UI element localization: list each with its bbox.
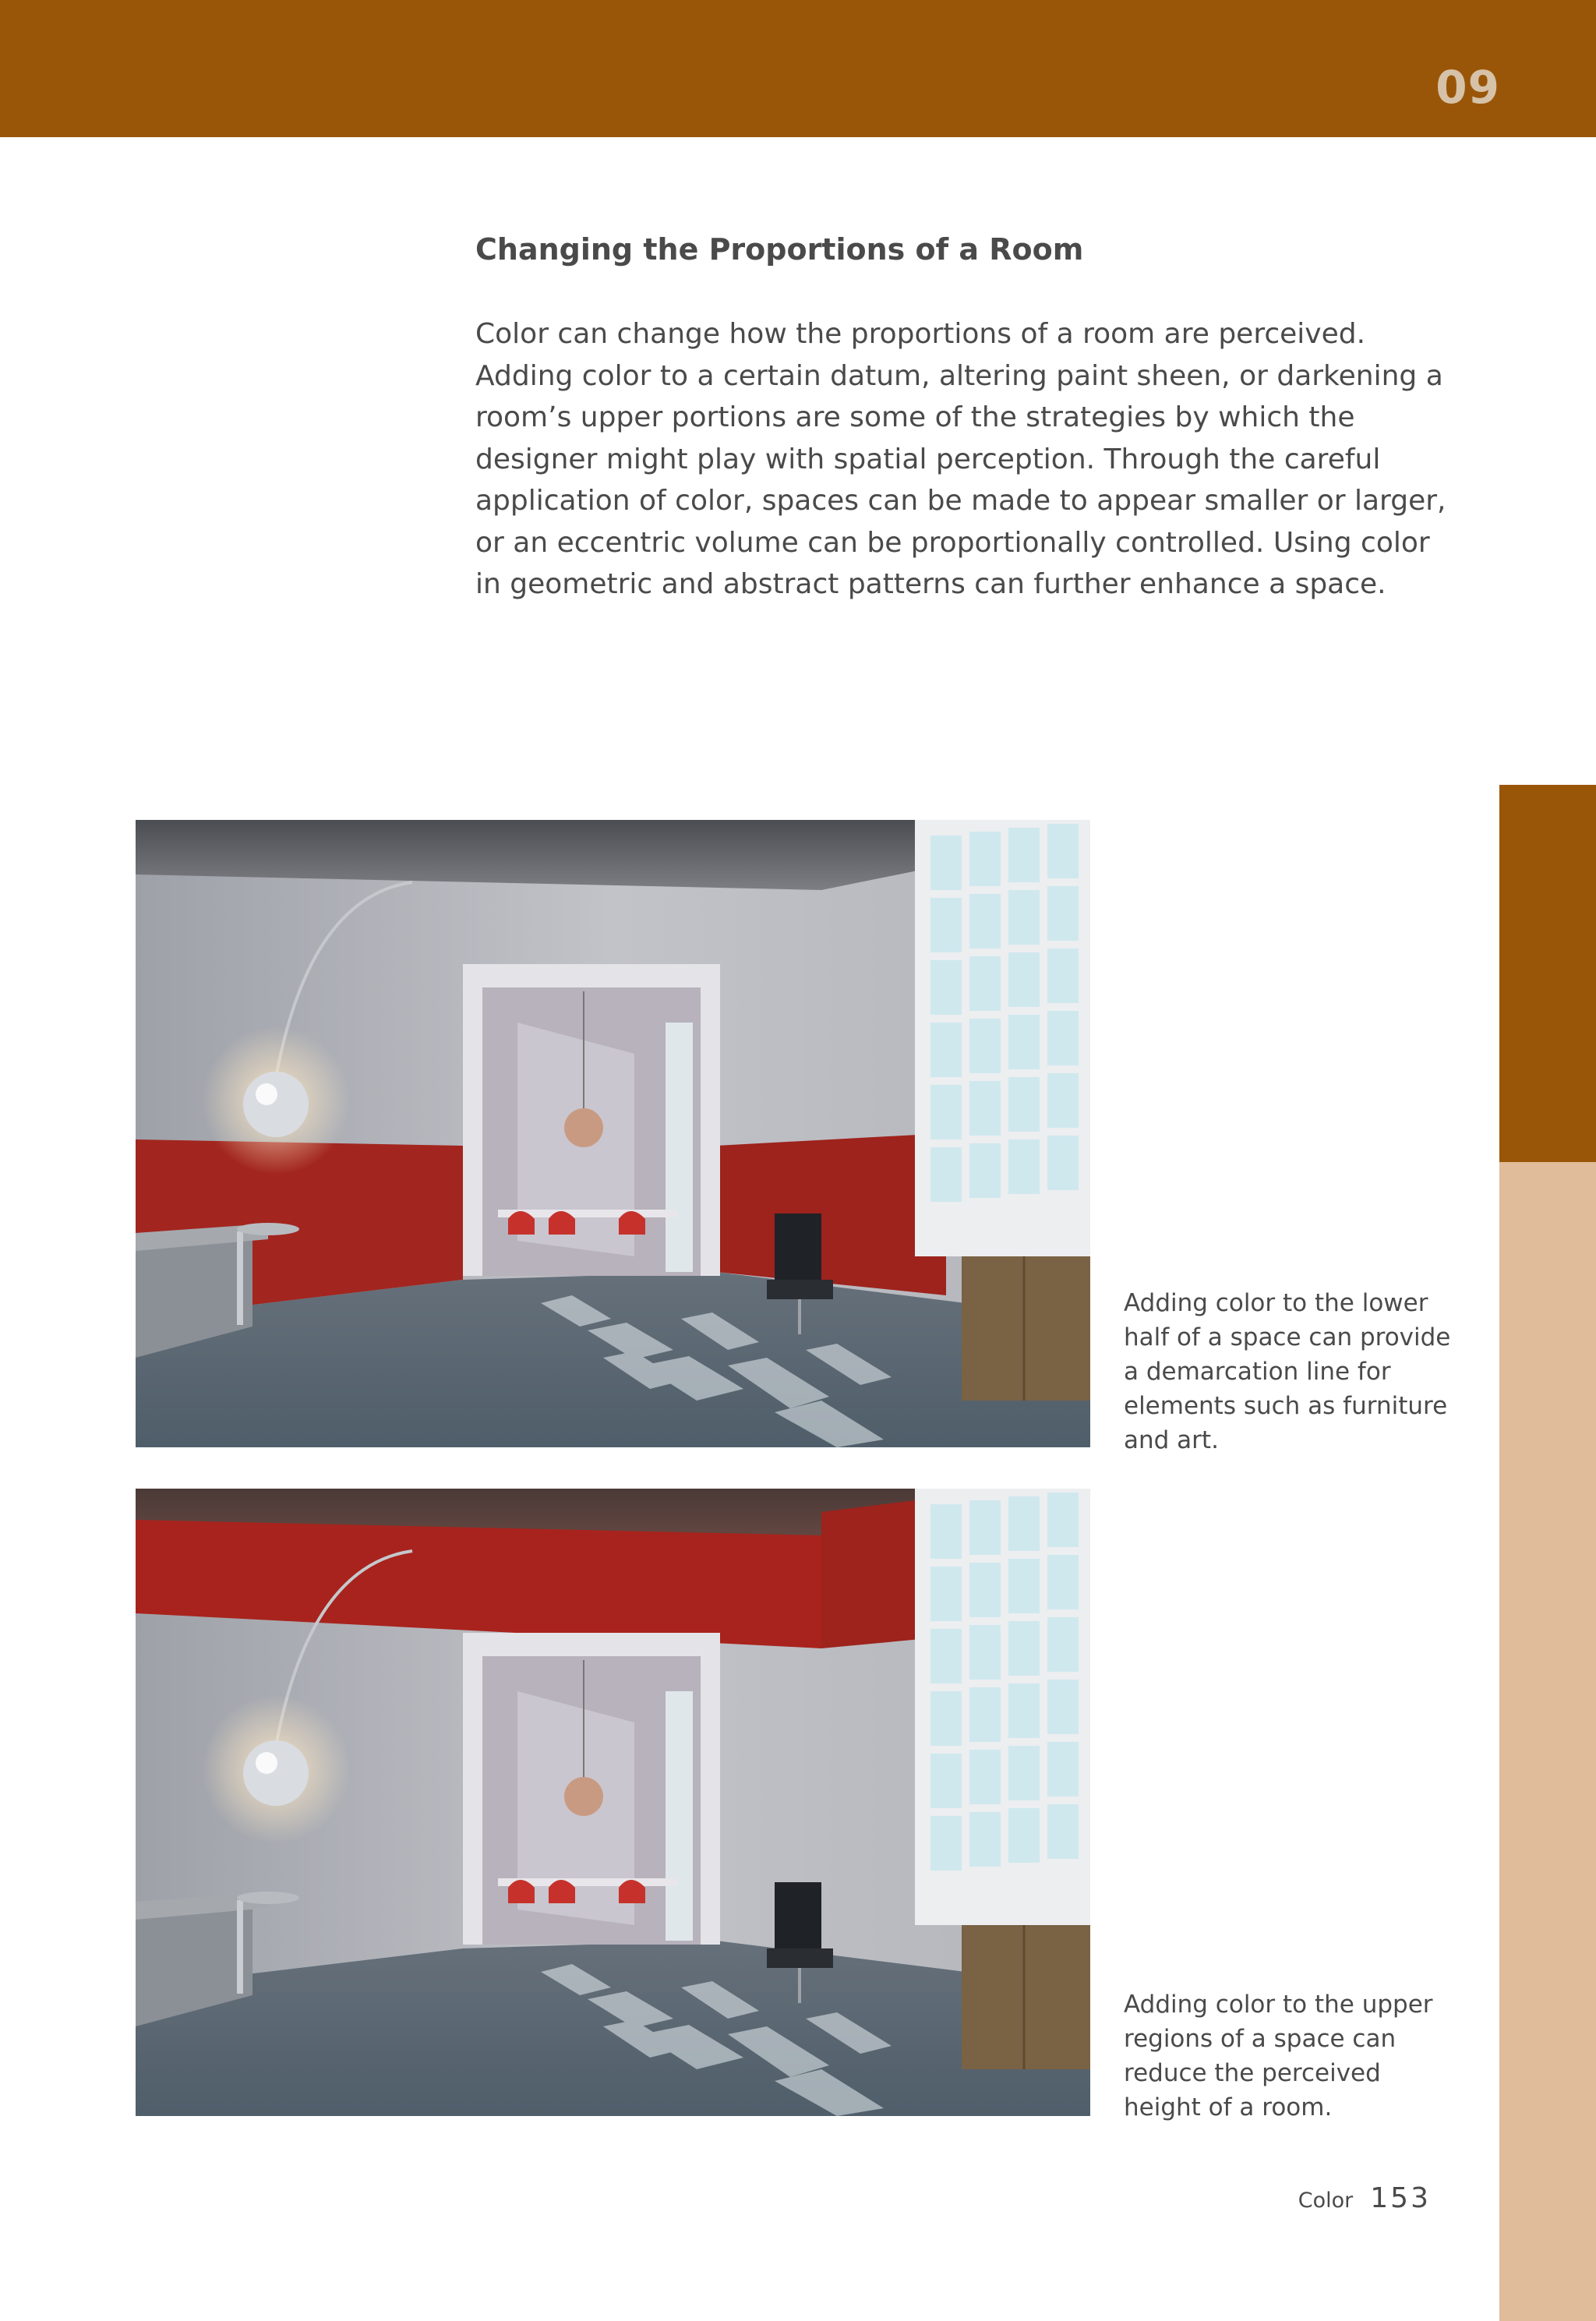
chapter-number: 09 bbox=[1435, 61, 1500, 114]
side-tab-dark bbox=[1499, 785, 1596, 1162]
section-heading: Changing the Proportions of a Room bbox=[475, 232, 1084, 267]
room-photo-lower-band bbox=[136, 820, 1090, 1447]
footer-section-label: Color bbox=[1298, 2189, 1354, 2213]
room-photo-upper-band bbox=[136, 1489, 1090, 2116]
page-footer bbox=[1298, 2182, 1431, 2214]
header-bar bbox=[0, 0, 1596, 137]
caption-lower-band: Adding color to the lower half of a space can provide a demarcation line for elements such as furniture and art. bbox=[1124, 1289, 1451, 1454]
section-body: Color can change how the proportions of a room are perceived. Adding color to a certain datum, altering paint sheen, or darkening a room’s upper portions are some of the strategies by which the designer might play with spatial perception. Through the careful application of color, spaces can be made to appear smaller or larger, or an eccentric volume can be proportionally controlled. Using color in geometric and abstract patterns can further enhance a space. bbox=[475, 318, 1446, 600]
side-tab-light bbox=[1499, 1162, 1596, 2321]
caption-upper-band: Adding color to the upper regions of a space can reduce the perceived height of a room. bbox=[1124, 1991, 1433, 2121]
page-number: 153 bbox=[1370, 2182, 1431, 2214]
